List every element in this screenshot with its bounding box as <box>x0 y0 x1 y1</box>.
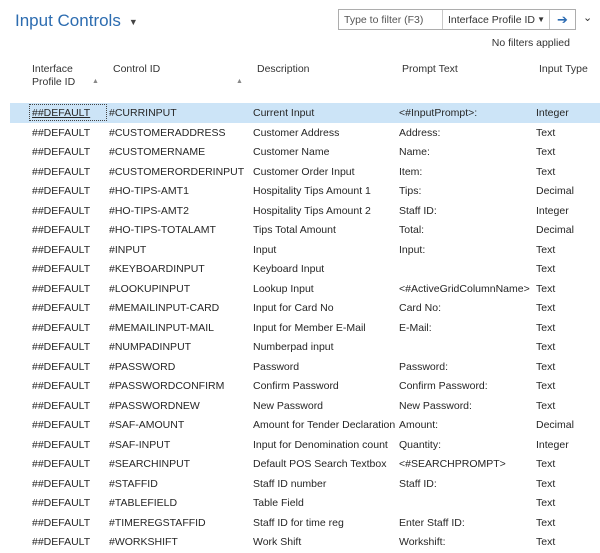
cell-control-id: #CUSTOMERORDERINPUT <box>109 165 245 178</box>
table-row[interactable] <box>10 493 600 513</box>
cell-input-type: Text <box>536 341 556 353</box>
cell-control-id: #LOOKUPINPUT <box>109 282 191 295</box>
table-row[interactable] <box>10 454 600 474</box>
cell-input-type: Text <box>536 497 556 509</box>
cell-input-type: Integer <box>536 107 569 119</box>
cell-input-type: Text <box>536 536 556 548</box>
column-header-interface-profile[interactable]: Interface Profile ID <box>32 63 76 88</box>
page-title: Input Controls <box>15 11 121 30</box>
cell-description: Input <box>253 243 277 256</box>
cell-prompt-text: Password: <box>399 360 449 373</box>
cell-prompt-text: Item: <box>399 165 423 178</box>
cell-interface-profile-id: ##DEFAULT <box>32 282 91 295</box>
cell-control-id: #STAFFID <box>109 477 158 490</box>
chevron-down-icon: ⌄ <box>583 12 593 24</box>
cell-prompt-text: <#SEARCHPROMPT> <box>399 458 506 470</box>
cell-control-id: #KEYBOARDINPUT <box>109 263 205 275</box>
column-header-control-id[interactable]: Control ID <box>113 63 161 75</box>
cell-prompt-text: Quantity: <box>399 438 442 451</box>
cell-description: Tips Total Amount <box>253 224 336 236</box>
cell-interface-profile-id: ##DEFAULT <box>32 516 91 529</box>
cell-description: Password <box>253 360 300 373</box>
filter-status: No filters applied <box>491 37 570 49</box>
cell-input-type: Integer <box>536 204 569 217</box>
arrow-right-icon: ➔ <box>557 11 568 27</box>
table-row[interactable] <box>10 181 600 201</box>
cell-prompt-text: E-Mail: <box>399 321 432 334</box>
cell-interface-profile-id: ##DEFAULT <box>32 146 91 158</box>
table-row[interactable] <box>10 474 600 494</box>
cell-prompt-text: Card No: <box>399 302 442 314</box>
sort-ascending-icon: ▲ <box>236 78 243 85</box>
sort-ascending-icon: ▲ <box>92 78 99 85</box>
table-row[interactable] <box>10 532 600 552</box>
cell-input-type: Text <box>536 282 556 295</box>
cell-description: Staff ID number <box>253 477 327 490</box>
cell-control-id: #TIMEREGSTAFFID <box>109 516 206 529</box>
cell-description: Keyboard Input <box>253 263 325 275</box>
cell-prompt-text: Enter Staff ID: <box>399 516 465 529</box>
table-row[interactable] <box>10 201 600 221</box>
cell-control-id: #HO-TIPS-TOTALAMT <box>109 224 216 236</box>
table-row[interactable] <box>10 513 600 533</box>
cell-description: Numberpad input <box>253 341 334 353</box>
cell-input-type: Text <box>536 477 556 490</box>
cell-control-id: #PASSWORDCONFIRM <box>109 380 225 392</box>
grid-body <box>10 103 600 552</box>
cell-control-id: #CURRINPUT <box>109 107 177 119</box>
cell-control-id: #SEARCHINPUT <box>109 458 191 470</box>
table-row[interactable] <box>10 298 600 318</box>
cell-interface-profile-id: ##DEFAULT <box>32 419 91 431</box>
cell-prompt-text: Address: <box>399 126 441 139</box>
table-row[interactable] <box>10 357 600 377</box>
chevron-down-icon: ▼ <box>537 15 545 24</box>
filter-field-label: Interface Profile ID <box>448 13 535 26</box>
table-row[interactable] <box>10 103 600 123</box>
cell-interface-profile-id: ##DEFAULT <box>32 204 91 217</box>
cell-description: Confirm Password <box>253 380 339 392</box>
cell-prompt-text: Staff ID: <box>399 204 437 217</box>
cell-description: Customer Order Input <box>253 165 355 178</box>
cell-control-id: #SAF-INPUT <box>109 438 171 451</box>
cell-prompt-text: Tips: <box>399 185 422 197</box>
cell-description: Staff ID for time reg <box>253 516 344 529</box>
cell-description: Customer Name <box>253 146 330 158</box>
cell-input-type: Text <box>536 360 556 373</box>
cell-prompt-text: Staff ID: <box>399 477 437 490</box>
cell-interface-profile-id: ##DEFAULT <box>32 321 91 334</box>
page-title-menu[interactable] <box>15 11 138 31</box>
cell-prompt-text: Total: <box>399 224 425 236</box>
cell-description: Table Field <box>253 497 304 509</box>
cell-description: Lookup Input <box>253 282 314 295</box>
table-row[interactable] <box>10 259 600 279</box>
cell-interface-profile-id: ##DEFAULT <box>32 263 91 275</box>
column-header-input-type[interactable]: Input Type <box>539 63 588 75</box>
table-row[interactable] <box>10 415 600 435</box>
cell-input-type: Text <box>536 302 556 314</box>
cell-description: Input for Denomination count <box>253 438 388 451</box>
table-row[interactable] <box>10 142 600 162</box>
cell-control-id: #TABLEFIELD <box>109 497 178 509</box>
filter-input[interactable] <box>339 10 443 29</box>
cell-control-id: #HO-TIPS-AMT1 <box>109 185 189 197</box>
filter-field-select[interactable] <box>443 10 550 29</box>
table-row[interactable] <box>10 240 600 260</box>
table-row[interactable] <box>10 376 600 396</box>
cell-input-type: Decimal <box>536 224 574 236</box>
cell-prompt-text: Amount: <box>399 419 439 431</box>
table-row[interactable] <box>10 318 600 338</box>
filter-bar <box>338 9 576 30</box>
table-row[interactable] <box>10 279 600 299</box>
cell-description: Customer Address <box>253 126 340 139</box>
apply-filter-button[interactable] <box>550 10 575 29</box>
cell-description: Amount for Tender Declaration <box>253 419 396 431</box>
cell-interface-profile-id: ##DEFAULT <box>32 185 91 197</box>
cell-input-type: Text <box>536 516 556 529</box>
cell-interface-profile-id: ##DEFAULT <box>32 497 91 509</box>
more-options-button[interactable] <box>583 11 592 24</box>
cell-input-type: Integer <box>536 438 569 451</box>
cell-input-type: Text <box>536 243 556 256</box>
cell-control-id: #CUSTOMERNAME <box>109 146 206 158</box>
cell-prompt-text: New Password: <box>399 399 472 412</box>
cell-description: Input for Card No <box>253 302 334 314</box>
cell-input-type: Text <box>536 263 556 275</box>
column-header-description[interactable]: Description <box>257 63 310 75</box>
cell-control-id: #SAF-AMOUNT <box>109 419 185 431</box>
cell-interface-profile-id: ##DEFAULT <box>32 302 91 314</box>
table-row[interactable] <box>10 435 600 455</box>
cell-control-id: #HO-TIPS-AMT2 <box>109 204 189 217</box>
cell-description: New Password <box>253 399 324 412</box>
cell-control-id: #INPUT <box>109 243 147 256</box>
cell-interface-profile-id: ##DEFAULT <box>32 126 91 139</box>
cell-interface-profile-id: ##DEFAULT <box>32 360 91 373</box>
table-row[interactable] <box>10 123 600 143</box>
table-row[interactable] <box>10 162 600 182</box>
cell-interface-profile-id: ##DEFAULT <box>32 243 91 256</box>
cell-input-type: Text <box>536 146 556 158</box>
cell-description: Hospitality Tips Amount 2 <box>253 204 371 217</box>
cell-interface-profile-id: ##DEFAULT <box>32 380 91 392</box>
cell-description: Default POS Search Textbox <box>253 458 387 470</box>
cell-description: Hospitality Tips Amount 1 <box>253 185 371 197</box>
caret-down-icon[interactable]: ▼ <box>128 17 138 27</box>
cell-interface-profile-id: ##DEFAULT <box>32 438 91 451</box>
cell-input-type: Decimal <box>536 185 574 197</box>
cell-control-id: #PASSWORDNEW <box>109 399 200 412</box>
cell-control-id: #CUSTOMERADDRESS <box>109 126 226 139</box>
cell-input-type: Decimal <box>536 419 574 431</box>
table-row[interactable] <box>10 337 600 357</box>
cell-control-id: #MEMAILINPUT-CARD <box>109 302 220 314</box>
table-row[interactable] <box>10 220 600 240</box>
cell-control-id: #PASSWORD <box>109 360 176 373</box>
cell-control-id: #NUMPADINPUT <box>109 341 192 353</box>
cell-interface-profile-id: ##DEFAULT <box>32 341 91 353</box>
cell-control-id: #MEMAILINPUT-MAIL <box>109 321 215 334</box>
table-row[interactable] <box>10 396 600 416</box>
column-header-prompt-text[interactable]: Prompt Text <box>402 63 458 75</box>
cell-interface-profile-id: ##DEFAULT <box>32 399 91 412</box>
cell-input-type: Text <box>536 321 556 334</box>
cell-interface-profile-id: ##DEFAULT <box>32 477 91 490</box>
cell-interface-profile-id: ##DEFAULT <box>32 107 91 119</box>
cell-interface-profile-id: ##DEFAULT <box>32 536 91 548</box>
cell-interface-profile-id: ##DEFAULT <box>32 224 91 236</box>
cell-description: Work Shift <box>253 536 302 548</box>
cell-input-type: Text <box>536 165 556 178</box>
cell-control-id: #WORKSHIFT <box>109 536 178 548</box>
cell-input-type: Text <box>536 399 556 412</box>
grid-header <box>0 58 600 102</box>
cell-prompt-text: <#ActiveGridColumnName> <box>399 282 530 295</box>
cell-description: Input for Member E-Mail <box>253 321 366 334</box>
cell-prompt-text: <#InputPrompt>: <box>399 107 478 119</box>
cell-prompt-text: Input: <box>399 243 426 256</box>
cell-input-type: Text <box>536 458 556 470</box>
cell-prompt-text: Name: <box>399 146 430 158</box>
cell-input-type: Text <box>536 380 556 392</box>
cell-input-type: Text <box>536 126 556 139</box>
focus-indicator <box>29 104 107 121</box>
cell-prompt-text: Confirm Password: <box>399 380 488 392</box>
cell-description: Current Input <box>253 107 315 119</box>
cell-interface-profile-id: ##DEFAULT <box>32 165 91 178</box>
cell-prompt-text: Workshift: <box>399 536 446 548</box>
cell-interface-profile-id: ##DEFAULT <box>32 458 91 470</box>
